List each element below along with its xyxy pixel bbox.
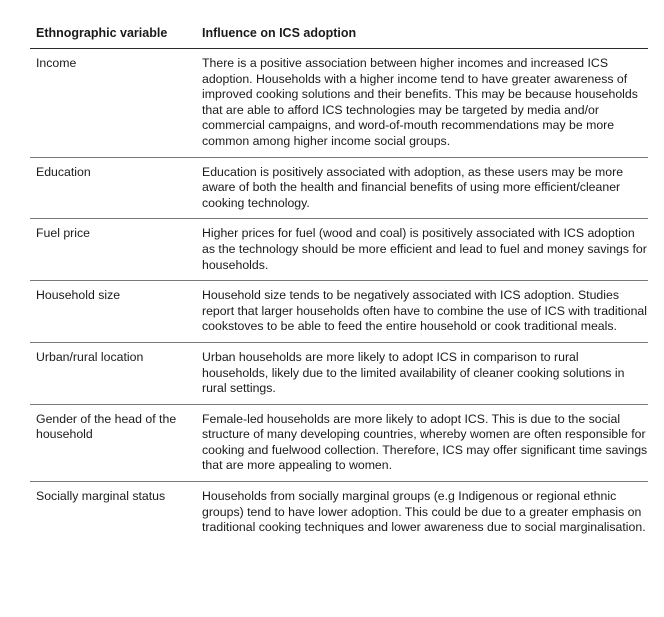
variable-cell: Urban/rural location bbox=[30, 342, 196, 404]
variable-cell: Income bbox=[30, 49, 196, 158]
table-row-household-size bbox=[30, 281, 648, 343]
influence-cell: Higher prices for fuel (wood and coal) is positively associated with ICS adoption as the technology should be more efficient and lead to fuel and money savings for households. bbox=[196, 219, 648, 281]
variable-cell: Education bbox=[30, 157, 196, 219]
variable-cell: Fuel price bbox=[30, 219, 196, 281]
table-row-income bbox=[30, 49, 648, 158]
table-row-education bbox=[30, 157, 648, 219]
table-row-gender-of-head bbox=[30, 404, 648, 481]
header-influence-on-ics-adoption: Influence on ICS adoption bbox=[196, 22, 648, 49]
table-header-row bbox=[30, 22, 648, 49]
influence-cell: There is a positive association between higher incomes and increased ICS adoption. Households with a higher income tend to have greater awareness of improved cooking solutions and their benefits. This may be because households that are able to afford ICS technologies may be targeted by media and/or commercial campaigns, and word-of-mouth recommendations may be more common among higher income social groups. bbox=[196, 49, 648, 158]
header-ethnographic-variable: Ethnographic variable bbox=[30, 22, 196, 49]
ics-adoption-table-container bbox=[30, 22, 648, 543]
influence-cell: Household size tends to be negatively associated with ICS adoption. Studies report that larger households often have to combine the use of ICS with traditional cookstoves to be able to feed the entire household or cook traditional meals. bbox=[196, 281, 648, 343]
table-row-socially-marginal-status bbox=[30, 482, 648, 543]
influence-cell: Education is positively associated with adoption, as these users may be more aware of both the health and financial benefits of using more efficient/cleaner cooking technology. bbox=[196, 157, 648, 219]
variable-cell: Socially marginal status bbox=[36, 489, 166, 504]
ics-adoption-table bbox=[30, 22, 648, 543]
table-row-fuel-price bbox=[30, 219, 648, 281]
table-row-urban-rural-location bbox=[30, 342, 648, 404]
influence-cell: Urban households are more likely to adopt ICS in comparison to rural households, likely due to the limited availability of cleaner cooking solutions in rural settings. bbox=[196, 342, 648, 404]
variable-cell: Household size bbox=[30, 281, 196, 343]
influence-cell: Households from socially marginal groups (e.g Indigenous or regional ethnic groups) tend to have lower adoption. This could be due to a greater emphasis on traditional cooking techniques and lower awareness due to social marginalisation. bbox=[202, 489, 646, 535]
influence-cell: Female-led households are more likely to adopt ICS. This is due to the social structure of many developing countries, whereby women are often responsible for cooking and fuelwood collection. Therefore, ICS may offer significant time savings that are more appealing to women. bbox=[196, 404, 648, 481]
variable-cell: Gender of the head of the household bbox=[30, 404, 196, 481]
